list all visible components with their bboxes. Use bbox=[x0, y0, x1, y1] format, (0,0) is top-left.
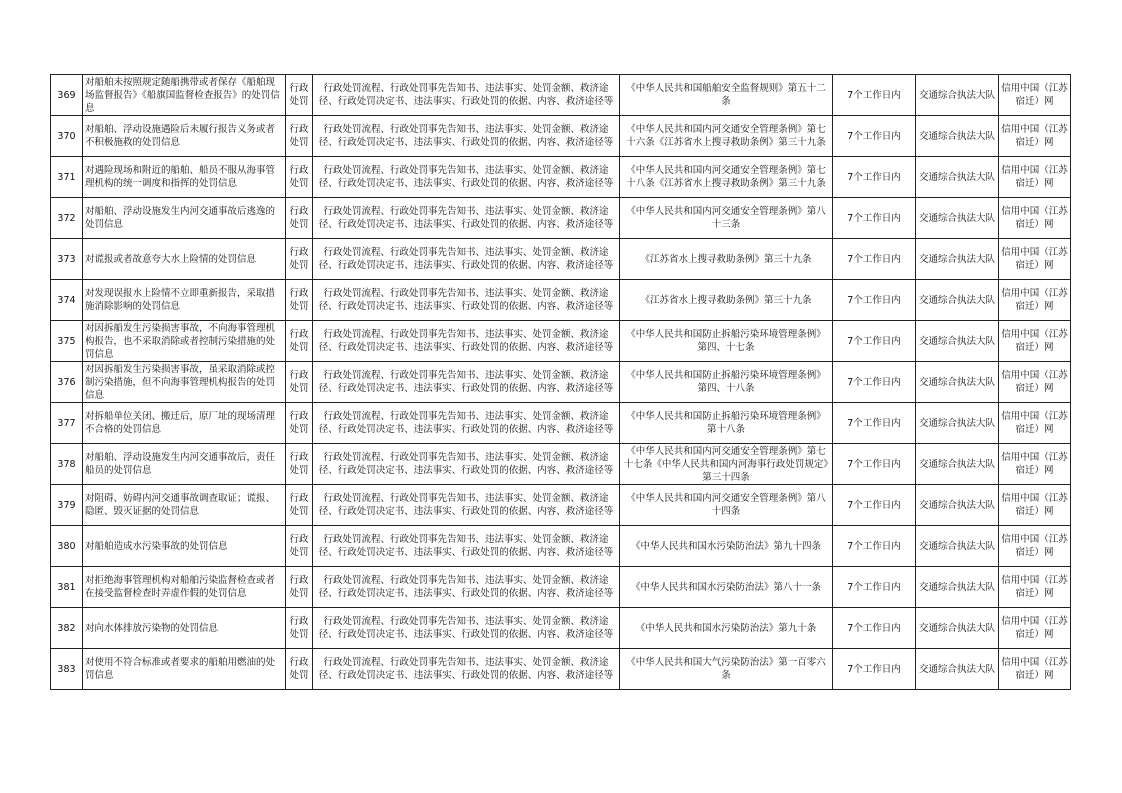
legal-basis-cell: 《中华人民共和国船舶安全监督规则》第五十二条 bbox=[620, 75, 833, 116]
item-type-cell: 行政处罚 bbox=[286, 280, 313, 321]
disclosure-channel-cell: 信用中国（江苏宿迁）网 bbox=[999, 321, 1071, 362]
disclosure-content-cell: 行政处罚流程、行政处罚事先告知书、违法事实、处罚金额、救济途径、行政处罚决定书、违法事实、行政处罚的依据、内容、救济途径等 bbox=[313, 321, 620, 362]
responsible-dept-cell: 交通综合执法大队 bbox=[916, 198, 999, 239]
row-number-cell: 378 bbox=[51, 444, 83, 485]
responsible-dept-cell: 交通综合执法大队 bbox=[916, 280, 999, 321]
item-name-cell: 对船舶未按照规定随船携带或者保存《船舶现场监督报告》《船旗国监督检查报告》的处罚信息 bbox=[83, 75, 286, 116]
disclosure-time-cell: 7个工作日内 bbox=[833, 157, 916, 198]
legal-basis-cell: 《中华人民共和国防止拆船污染环境管理条例》第四、十八条 bbox=[620, 362, 833, 403]
disclosure-time-cell: 7个工作日内 bbox=[833, 649, 916, 690]
row-number-cell: 383 bbox=[51, 649, 83, 690]
row-number-cell: 372 bbox=[51, 198, 83, 239]
legal-basis-cell: 《中华人民共和国水污染防治法》第九十四条 bbox=[620, 526, 833, 567]
item-type-cell: 行政处罚 bbox=[286, 116, 313, 157]
disclosure-channel-cell: 信用中国（江苏宿迁）网 bbox=[999, 485, 1071, 526]
row-number-cell: 379 bbox=[51, 485, 83, 526]
disclosure-content-cell: 行政处罚流程、行政处罚事先告知书、违法事实、处罚金额、救济途径、行政处罚决定书、违法事实、行政处罚的依据、内容、救济途径等 bbox=[313, 649, 620, 690]
disclosure-time-cell: 7个工作日内 bbox=[833, 526, 916, 567]
table-row bbox=[51, 567, 1071, 608]
table-row bbox=[51, 403, 1071, 444]
disclosure-time-cell: 7个工作日内 bbox=[833, 362, 916, 403]
disclosure-channel-cell: 信用中国（江苏宿迁）网 bbox=[999, 649, 1071, 690]
disclosure-channel-cell: 信用中国（江苏宿迁）网 bbox=[999, 403, 1071, 444]
item-type-cell: 行政处罚 bbox=[286, 198, 313, 239]
item-type-cell: 行政处罚 bbox=[286, 485, 313, 526]
item-type-cell: 行政处罚 bbox=[286, 444, 313, 485]
responsible-dept-cell: 交通综合执法大队 bbox=[916, 649, 999, 690]
item-name-cell: 对因拆船发生污染损害事故，虽采取消除或控制污染措施，但不向海事管理机构报告的处罚信息 bbox=[83, 362, 286, 403]
legal-basis-cell: 《中华人民共和国水污染防治法》第八十一条 bbox=[620, 567, 833, 608]
item-type-cell: 行政处罚 bbox=[286, 75, 313, 116]
responsible-dept-cell: 交通综合执法大队 bbox=[916, 485, 999, 526]
table-row bbox=[51, 157, 1071, 198]
legal-basis-cell: 《中华人民共和国内河交通安全管理条例》第七十八条《江苏省水上搜寻救助条例》第三十九条 bbox=[620, 157, 833, 198]
table-row bbox=[51, 239, 1071, 280]
disclosure-channel-cell: 信用中国（江苏宿迁）网 bbox=[999, 116, 1071, 157]
disclosure-channel-cell: 信用中国（江苏宿迁）网 bbox=[999, 567, 1071, 608]
responsible-dept-cell: 交通综合执法大队 bbox=[916, 321, 999, 362]
row-number-cell: 375 bbox=[51, 321, 83, 362]
item-name-cell: 对船舶、浮动设施发生内河交通事故后，责任船员的处罚信息 bbox=[83, 444, 286, 485]
item-type-cell: 行政处罚 bbox=[286, 526, 313, 567]
disclosure-table bbox=[50, 74, 1071, 690]
responsible-dept-cell: 交通综合执法大队 bbox=[916, 403, 999, 444]
table-row bbox=[51, 485, 1071, 526]
item-type-cell: 行政处罚 bbox=[286, 321, 313, 362]
disclosure-content-cell: 行政处罚流程、行政处罚事先告知书、违法事实、处罚金额、救济途径、行政处罚决定书、违法事实、行政处罚的依据、内容、救济途径等 bbox=[313, 116, 620, 157]
item-type-cell: 行政处罚 bbox=[286, 608, 313, 649]
item-name-cell: 对阻碍、妨碍内河交通事故调查取证；谎报、隐匿、毁灭证据的处罚信息 bbox=[83, 485, 286, 526]
responsible-dept-cell: 交通综合执法大队 bbox=[916, 567, 999, 608]
row-number-cell: 376 bbox=[51, 362, 83, 403]
item-name-cell: 对使用不符合标准或者要求的船舶用燃油的处罚信息 bbox=[83, 649, 286, 690]
legal-basis-cell: 《江苏省水上搜寻救助条例》第三十九条 bbox=[620, 239, 833, 280]
item-name-cell: 对因拆船发生污染损害事故，不向海事管理机构报告，也不采取消除或者控制污染措施的处罚信息 bbox=[83, 321, 286, 362]
legal-basis-cell: 《中华人民共和国防止拆船污染环境管理条例》第四、十七条 bbox=[620, 321, 833, 362]
row-number-cell: 382 bbox=[51, 608, 83, 649]
table-row bbox=[51, 608, 1071, 649]
disclosure-channel-cell: 信用中国（江苏宿迁）网 bbox=[999, 362, 1071, 403]
disclosure-content-cell: 行政处罚流程、行政处罚事先告知书、违法事实、处罚金额、救济途径、行政处罚决定书、违法事实、行政处罚的依据、内容、救济途径等 bbox=[313, 362, 620, 403]
disclosure-content-cell: 行政处罚流程、行政处罚事先告知书、违法事实、处罚金额、救济途径、行政处罚决定书、违法事实、行政处罚的依据、内容、救济途径等 bbox=[313, 567, 620, 608]
disclosure-time-cell: 7个工作日内 bbox=[833, 485, 916, 526]
table-row bbox=[51, 649, 1071, 690]
legal-basis-cell: 《中华人民共和国防止拆船污染环境管理条例》第十八条 bbox=[620, 403, 833, 444]
item-name-cell: 对拆船单位关闭、搬迁后，原厂址的现场清理不合格的处罚信息 bbox=[83, 403, 286, 444]
responsible-dept-cell: 交通综合执法大队 bbox=[916, 116, 999, 157]
disclosure-channel-cell: 信用中国（江苏宿迁）网 bbox=[999, 526, 1071, 567]
legal-basis-cell: 《江苏省水上搜寻救助条例》第三十九条 bbox=[620, 280, 833, 321]
item-type-cell: 行政处罚 bbox=[286, 362, 313, 403]
legal-basis-cell: 《中华人民共和国大气污染防治法》第一百零六条 bbox=[620, 649, 833, 690]
disclosure-channel-cell: 信用中国（江苏宿迁）网 bbox=[999, 198, 1071, 239]
item-name-cell: 对发现误报水上险情不立即重新报告，采取措施消除影响的处罚信息 bbox=[83, 280, 286, 321]
table-body bbox=[51, 75, 1071, 690]
disclosure-time-cell: 7个工作日内 bbox=[833, 116, 916, 157]
item-name-cell: 对船舶、浮动设施发生内河交通事故后逃逸的处罚信息 bbox=[83, 198, 286, 239]
table-row bbox=[51, 362, 1071, 403]
disclosure-time-cell: 7个工作日内 bbox=[833, 239, 916, 280]
disclosure-channel-cell: 信用中国（江苏宿迁）网 bbox=[999, 239, 1071, 280]
row-number-cell: 381 bbox=[51, 567, 83, 608]
legal-basis-cell: 《中华人民共和国水污染防治法》第九十条 bbox=[620, 608, 833, 649]
item-type-cell: 行政处罚 bbox=[286, 403, 313, 444]
disclosure-content-cell: 行政处罚流程、行政处罚事先告知书、违法事实、处罚金额、救济途径、行政处罚决定书、违法事实、行政处罚的依据、内容、救济途径等 bbox=[313, 198, 620, 239]
responsible-dept-cell: 交通综合执法大队 bbox=[916, 157, 999, 198]
row-number-cell: 370 bbox=[51, 116, 83, 157]
disclosure-time-cell: 7个工作日内 bbox=[833, 403, 916, 444]
disclosure-time-cell: 7个工作日内 bbox=[833, 198, 916, 239]
disclosure-channel-cell: 信用中国（江苏宿迁）网 bbox=[999, 608, 1071, 649]
item-name-cell: 对遇险现场和附近的船舶、船员不服从海事管理机构的统一调度和指挥的处罚信息 bbox=[83, 157, 286, 198]
item-name-cell: 对拒绝海事管理机构对船舶污染监督检查或者在接受监督检查时弄虚作假的处罚信息 bbox=[83, 567, 286, 608]
disclosure-content-cell: 行政处罚流程、行政处罚事先告知书、违法事实、处罚金额、救济途径、行政处罚决定书、违法事实、行政处罚的依据、内容、救济途径等 bbox=[313, 444, 620, 485]
item-type-cell: 行政处罚 bbox=[286, 649, 313, 690]
legal-basis-cell: 《中华人民共和国内河交通安全管理条例》第八十三条 bbox=[620, 198, 833, 239]
disclosure-time-cell: 7个工作日内 bbox=[833, 567, 916, 608]
disclosure-content-cell: 行政处罚流程、行政处罚事先告知书、违法事实、处罚金额、救济途径、行政处罚决定书、违法事实、行政处罚的依据、内容、救济途径等 bbox=[313, 526, 620, 567]
item-type-cell: 行政处罚 bbox=[286, 567, 313, 608]
row-number-cell: 369 bbox=[51, 75, 83, 116]
item-type-cell: 行政处罚 bbox=[286, 239, 313, 280]
responsible-dept-cell: 交通综合执法大队 bbox=[916, 608, 999, 649]
disclosure-content-cell: 行政处罚流程、行政处罚事先告知书、违法事实、处罚金额、救济途径、行政处罚决定书、违法事实、行政处罚的依据、内容、救济途径等 bbox=[313, 280, 620, 321]
disclosure-content-cell: 行政处罚流程、行政处罚事先告知书、违法事实、处罚金额、救济途径、行政处罚决定书、违法事实、行政处罚的依据、内容、救济途径等 bbox=[313, 608, 620, 649]
disclosure-content-cell: 行政处罚流程、行政处罚事先告知书、违法事实、处罚金额、救济途径、行政处罚决定书、违法事实、行政处罚的依据、内容、救济途径等 bbox=[313, 403, 620, 444]
table-row bbox=[51, 444, 1071, 485]
legal-basis-cell: 《中华人民共和国内河交通安全管理条例》第八十四条 bbox=[620, 485, 833, 526]
table-row bbox=[51, 280, 1071, 321]
row-number-cell: 380 bbox=[51, 526, 83, 567]
row-number-cell: 371 bbox=[51, 157, 83, 198]
disclosure-time-cell: 7个工作日内 bbox=[833, 444, 916, 485]
table-row bbox=[51, 75, 1071, 116]
table-row bbox=[51, 116, 1071, 157]
responsible-dept-cell: 交通综合执法大队 bbox=[916, 526, 999, 567]
disclosure-channel-cell: 信用中国（江苏宿迁）网 bbox=[999, 280, 1071, 321]
row-number-cell: 374 bbox=[51, 280, 83, 321]
responsible-dept-cell: 交通综合执法大队 bbox=[916, 444, 999, 485]
item-type-cell: 行政处罚 bbox=[286, 157, 313, 198]
disclosure-time-cell: 7个工作日内 bbox=[833, 321, 916, 362]
table-row bbox=[51, 198, 1071, 239]
row-number-cell: 373 bbox=[51, 239, 83, 280]
disclosure-time-cell: 7个工作日内 bbox=[833, 280, 916, 321]
table-row bbox=[51, 526, 1071, 567]
responsible-dept-cell: 交通综合执法大队 bbox=[916, 239, 999, 280]
item-name-cell: 对谎报或者故意夸大水上险情的处罚信息 bbox=[83, 239, 286, 280]
disclosure-time-cell: 7个工作日内 bbox=[833, 75, 916, 116]
responsible-dept-cell: 交通综合执法大队 bbox=[916, 75, 999, 116]
disclosure-channel-cell: 信用中国（江苏宿迁）网 bbox=[999, 157, 1071, 198]
row-number-cell: 377 bbox=[51, 403, 83, 444]
disclosure-channel-cell: 信用中国（江苏宿迁）网 bbox=[999, 75, 1071, 116]
item-name-cell: 对向水体排放污染物的处罚信息 bbox=[83, 608, 286, 649]
disclosure-content-cell: 行政处罚流程、行政处罚事先告知书、违法事实、处罚金额、救济途径、行政处罚决定书、违法事实、行政处罚的依据、内容、救济途径等 bbox=[313, 75, 620, 116]
legal-basis-cell: 《中华人民共和国内河交通安全管理条例》第七十七条《中华人民共和国内河海事行政处罚规定》第三十四条 bbox=[620, 444, 833, 485]
disclosure-channel-cell: 信用中国（江苏宿迁）网 bbox=[999, 444, 1071, 485]
legal-basis-cell: 《中华人民共和国内河交通安全管理条例》第七十六条《江苏省水上搜寻救助条例》第三十九条 bbox=[620, 116, 833, 157]
disclosure-content-cell: 行政处罚流程、行政处罚事先告知书、违法事实、处罚金额、救济途径、行政处罚决定书、违法事实、行政处罚的依据、内容、救济途径等 bbox=[313, 239, 620, 280]
disclosure-time-cell: 7个工作日内 bbox=[833, 608, 916, 649]
responsible-dept-cell: 交通综合执法大队 bbox=[916, 362, 999, 403]
disclosure-content-cell: 行政处罚流程、行政处罚事先告知书、违法事实、处罚金额、救济途径、行政处罚决定书、违法事实、行政处罚的依据、内容、救济途径等 bbox=[313, 157, 620, 198]
disclosure-content-cell: 行政处罚流程、行政处罚事先告知书、违法事实、处罚金额、救济途径、行政处罚决定书、违法事实、行政处罚的依据、内容、救济途径等 bbox=[313, 485, 620, 526]
item-name-cell: 对船舶造成水污染事故的处罚信息 bbox=[83, 526, 286, 567]
item-name-cell: 对船舶、浮动设施遇险后未履行报告义务或者不积极施救的处罚信息 bbox=[83, 116, 286, 157]
table-row bbox=[51, 321, 1071, 362]
